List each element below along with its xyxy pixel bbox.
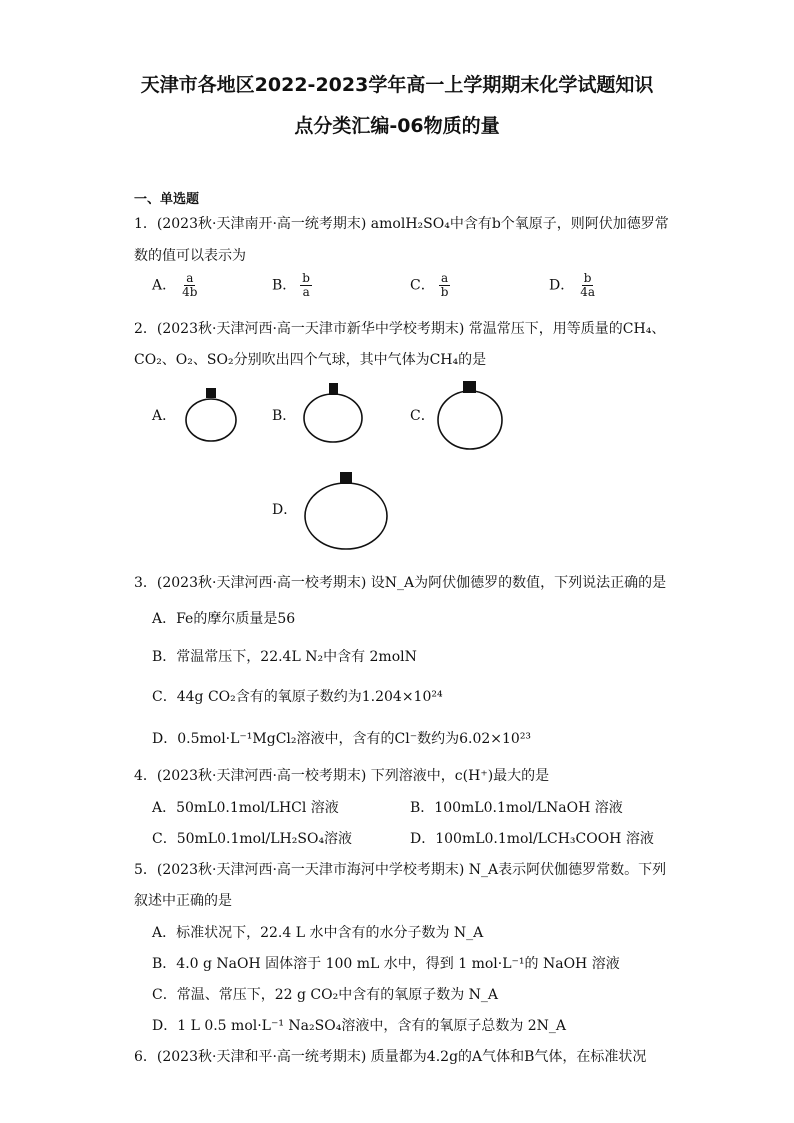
q1-option-a-label: A．	[152, 277, 177, 294]
q5-option-b: B．4.0 g NaOH 固体溶于 100 mL 水中，得到 1 mol·L⁻¹的 NaOH 溶液	[152, 956, 620, 972]
q1-option-c-numerator: a	[440, 271, 449, 285]
q3-option-a: A．Fe的摩尔质量是56	[152, 611, 296, 627]
q5-stem-line2: 叙述中正确的是	[134, 893, 232, 909]
q1-option-b	[272, 272, 312, 299]
q3-stem: 3．(2023秋·天津河西·高一校考期末) 设N_A为阿伏伽德罗的数值，下列说法正确的是	[134, 575, 667, 591]
q1-option-a-denominator: 4b	[182, 285, 198, 299]
q3-option-b: B．常温常压下，22.4L N₂中含有 2molN	[152, 649, 417, 665]
q1-option-a-fraction	[180, 272, 199, 299]
q1-stem-line2: 数的值可以表示为	[134, 248, 246, 264]
q1-option-a-numerator: a	[186, 271, 194, 285]
document-title-line1: 天津市各地区2022-2023学年高一上学期期末化学试题知识	[140, 74, 654, 96]
q2-option-a-label: A．	[152, 408, 177, 424]
q4-option-c: C．50mL0.1mol/LH₂SO₄溶液	[152, 831, 353, 847]
q1-option-d-label: D．	[549, 277, 575, 294]
q1-option-d-numerator: b	[583, 271, 592, 285]
q2-option-b-label: B．	[272, 408, 297, 424]
q1-option-d-denominator: 4a	[580, 285, 596, 299]
q4-option-d: D．100mL0.1mol/LCH₃COOH 溶液	[410, 831, 654, 847]
q2-stem-line2: CO₂、O₂、SO₂分别吹出四个气球，其中气体为CH₄的是	[134, 352, 487, 368]
q1-stem-line1: 1．(2023秋·天津南开·高一统考期末) amolH₂SO₄中含有b个氧原子，则阿伏加德罗常	[134, 216, 669, 232]
q1-option-b-numerator: b	[302, 271, 310, 285]
section-heading: 一、单选题	[134, 192, 200, 207]
q4-option-a: A．50mL0.1mol/LHCl 溶液	[152, 800, 339, 816]
balloon-a-icon	[180, 385, 242, 445]
q1-option-b-label: B．	[272, 277, 297, 294]
q1-option-d-fraction	[578, 272, 597, 299]
q2-option-c-label: C．	[410, 408, 435, 424]
q3-option-c: C．44g CO₂含有的氧原子数约为1.204×10²⁴	[152, 689, 443, 705]
q1-option-c	[410, 272, 450, 299]
q5-stem-line1: 5．(2023秋·天津河西·高一天津市海河中学校考期末) N_A表示阿伏伽德罗常数。下列	[134, 862, 667, 878]
q1-option-c-denominator: b	[440, 285, 449, 299]
q1-option-a	[152, 272, 199, 299]
q1-option-c-label: C．	[410, 277, 435, 294]
q2-option-d-label: D．	[272, 502, 298, 518]
q3-option-d: D．0.5mol·L⁻¹MgCl₂溶液中，含有的Cl⁻数约为6.02×10²³	[152, 731, 532, 747]
balloon-c-icon	[433, 378, 507, 454]
q5-option-d: D．1 L 0.5 mol·L⁻¹ Na₂SO₄溶液中，含有的氧原子总数为 2N_A	[152, 1018, 567, 1034]
q4-stem: 4．(2023秋·天津河西·高一校考期末) 下列溶液中，c(H⁺)最大的是	[134, 768, 550, 784]
q5-option-a: A．标准状况下，22.4 L 水中含有的水分子数为 N_A	[152, 925, 484, 941]
document-title-line2: 点分类汇编-06物质的量	[294, 115, 500, 137]
balloon-d-icon	[300, 468, 392, 554]
q2-stem-line1: 2．(2023秋·天津河西·高一天津市新华中学校考期末) 常温常压下，用等质量的CH₄、	[134, 321, 666, 337]
q6-stem-line1: 6．(2023秋·天津和平·高一统考期末) 质量都为4.2g的A气体和B气体，在标准状况	[134, 1049, 647, 1065]
q1-option-c-fraction	[439, 272, 451, 299]
q1-option-b-denominator: a	[302, 285, 310, 299]
q1-option-b-fraction	[300, 272, 312, 299]
q1-option-d	[549, 272, 597, 299]
q5-option-c: C．常温、常压下，22 g CO₂中含有的氧原子数为 N_A	[152, 987, 498, 1003]
balloon-b-icon	[300, 380, 366, 446]
q4-option-b: B．100mL0.1mol/LNaOH 溶液	[410, 800, 623, 816]
